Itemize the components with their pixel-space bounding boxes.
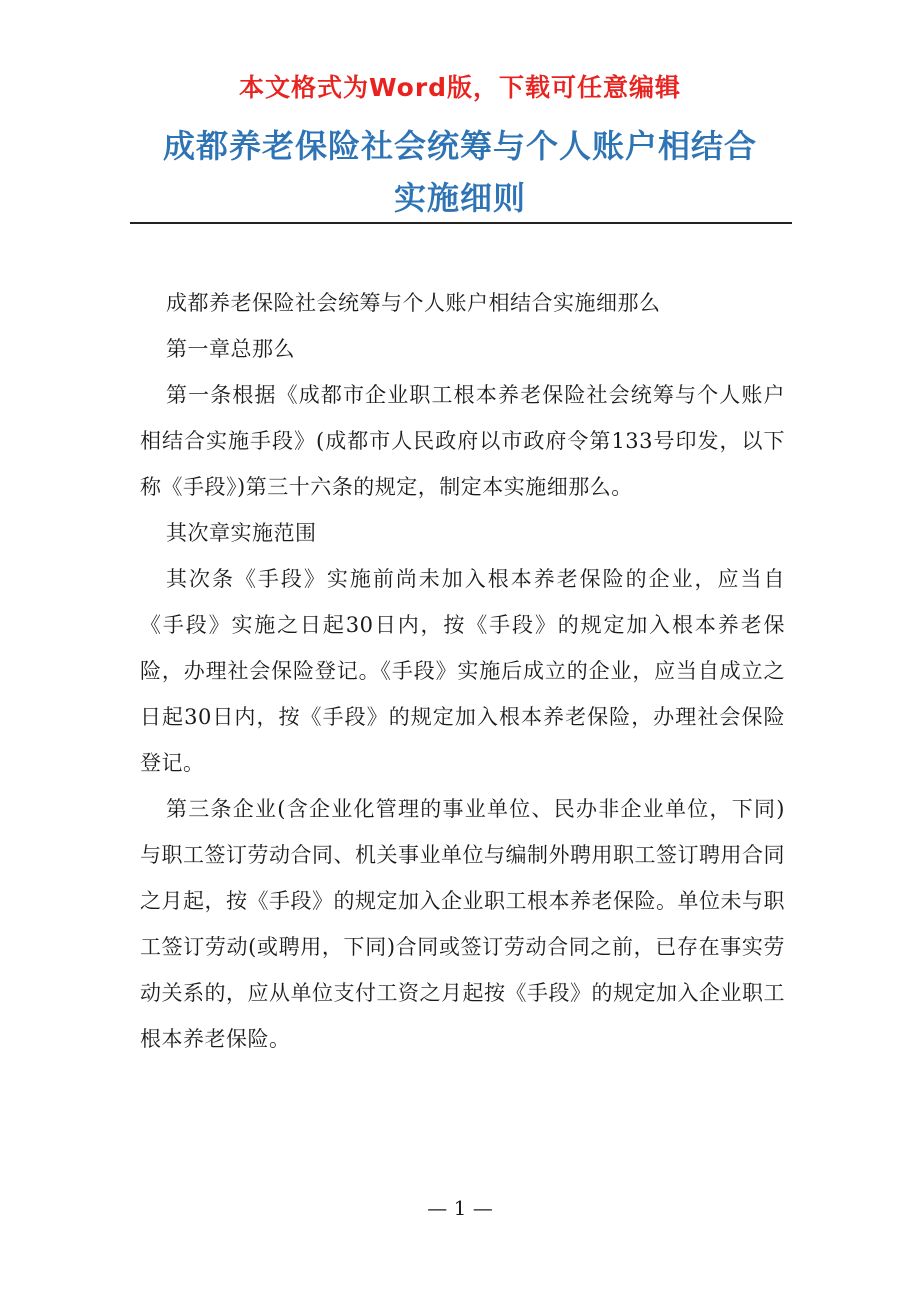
article-3: 第三条企业(含企业化管理的事业单位、民办非企业单位，下同)与职工签订劳动合同、机关事业单位与编制外聘用职工签订聘用合同之月起，按《手段》的规定加入企业职工根本养老保险。单位未与职工签订劳动(或聘用，下同)合同或签订劳动合同之前，已存在事实劳动关系的，应从单位支付工资之月起按《手段》的规定加入企业职工根本养老保险。 (140, 797, 785, 1051)
article-1: 第一条根据《成都市企业职工根本养老保险社会统筹与个人账户相结合实施手段》(成都市人民政府以市政府令第133号印发，以下称《手段》)第三十六条的规定，制定本实施细那么。 (140, 383, 785, 499)
chapter-2-heading: 其次章实施范围 (166, 521, 317, 545)
title-line-2: 实施细则 (393, 179, 526, 217)
title-line-1: 成都养老保险社会统筹与个人账户相结合 (162, 127, 757, 165)
title-divider (130, 222, 792, 224)
document-body (140, 280, 785, 1062)
format-notice: 本文格式为Word版，下载可任意编辑 (238, 73, 682, 102)
document-title (0, 120, 920, 224)
chapter-1-heading: 第一章总那么 (166, 337, 295, 361)
page-number: — 1 — (427, 1196, 493, 1220)
paragraph-heading: 成都养老保险社会统筹与个人账户相结合实施细那么 (166, 291, 661, 315)
article-2: 其次条《手段》实施前尚未加入根本养老保险的企业，应当自《手段》实施之日起30日内，按《手段》的规定加入根本养老保险，办理社会保险登记。《手段》实施后成立的企业，应当自成立之日起30日内，按《手段》的规定加入根本养老保险，办理社会保险登记。 (140, 567, 785, 775)
